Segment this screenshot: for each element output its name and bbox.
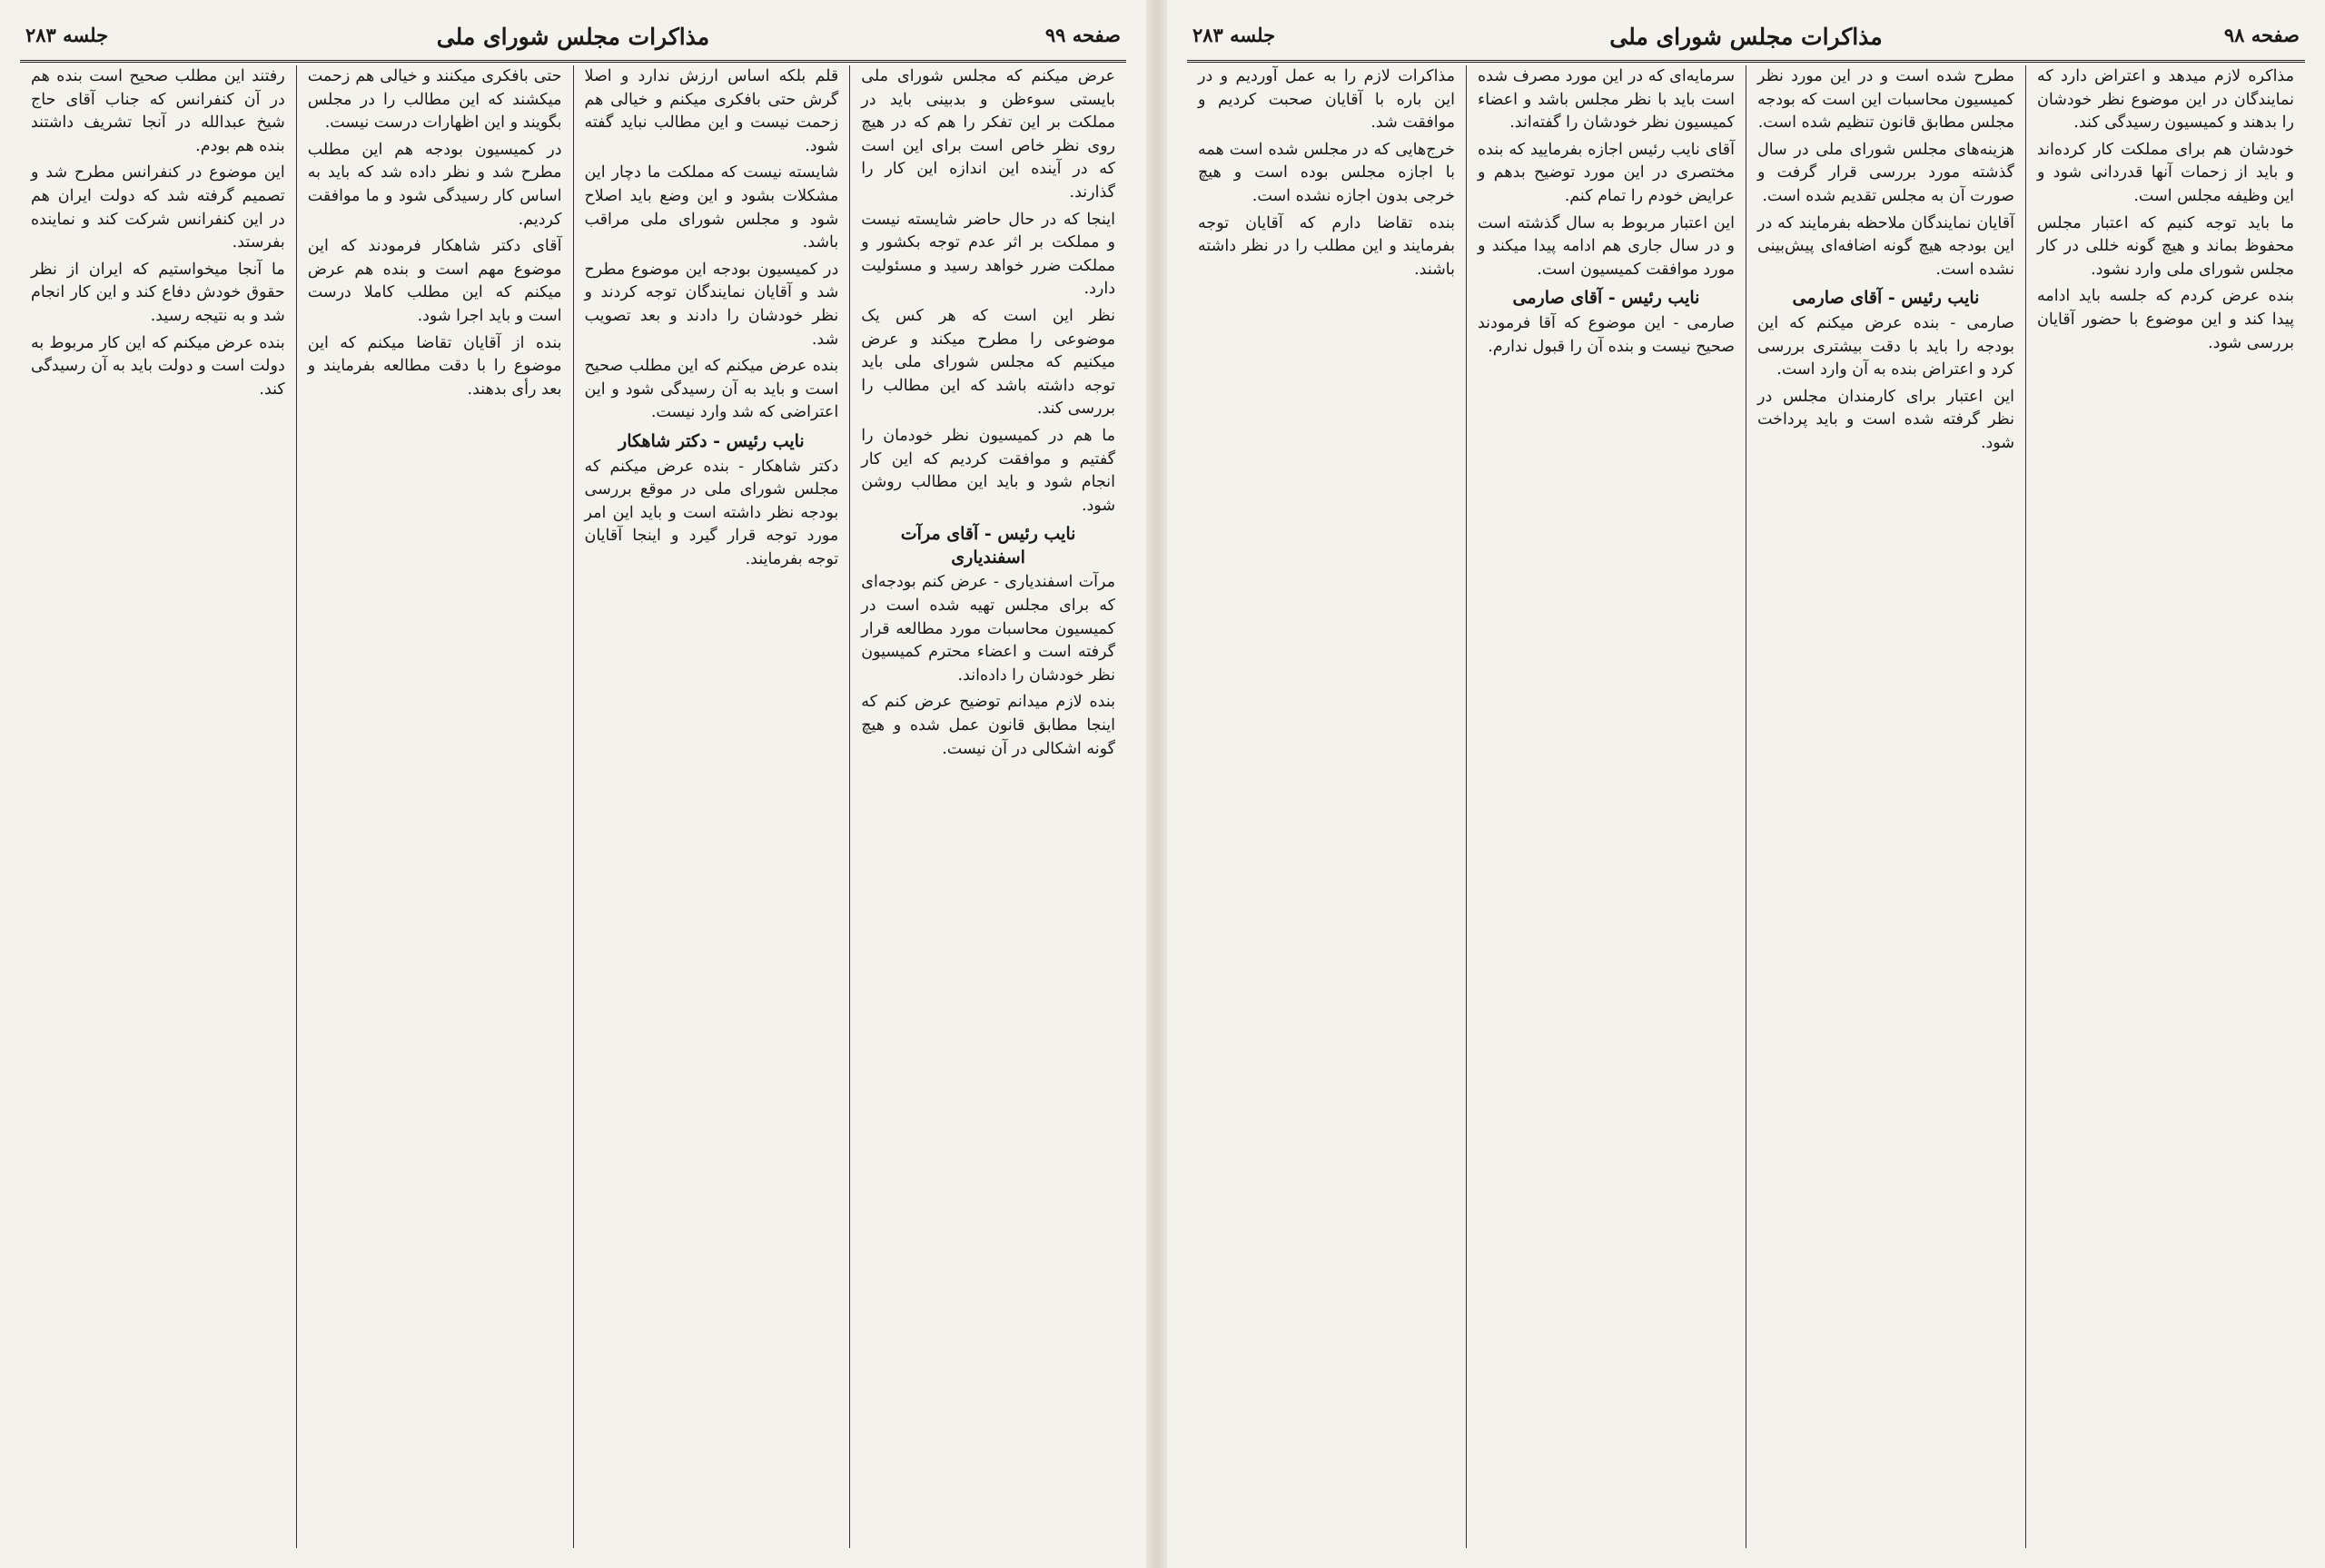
speaker-heading: نایب رئیس - آقای صارمی <box>1512 288 1700 309</box>
paragraph: ما آنجا میخواستیم که ایران از نظر حقوق خودش دفاع کند و این کار انجام شد و به نتیجه رسید. <box>31 260 285 325</box>
left-page-title: مذاکرات مجلس شورای ملی <box>436 24 710 50</box>
left-column-2 <box>573 65 850 1548</box>
paragraph: بنده عرض میکنم که این کار مربوط به دولت است و دولت باید به آن رسیدگی کند. <box>31 333 285 399</box>
paragraph: این اعتبار برای کارمندان مجلس در نظر گرفته شده است و باید پرداخت شود. <box>1757 387 2014 452</box>
paragraph: این موضوع در کنفرانس مطرح شد و تصمیم گرفته شد که دولت ایران هم در این کنفرانس شرکت کند و نماینده بفرستد. <box>31 163 285 252</box>
paragraph: حتی بافکری میکنند و خیالی هم زحمت میکشند که این مطالب را در مجلس بگویند و این اظهارات درست نیست. <box>307 67 562 133</box>
right-column-4 <box>1187 65 1466 1548</box>
paragraph: مرآت اسفندیاری - عرض کنم بودجه‌ای که برای مجلس تهیه شده است در کمیسیون محاسبات مورد مطالعه قرار گرفته است و اعضاء محترم کمیسیون نظر خودشان را داده‌اند. <box>861 573 1115 685</box>
paragraph: صارمی - این موضوع که آقا فرمودند صحیح نیست و بنده آن را قبول ندارم. <box>1478 313 1735 356</box>
paragraph: اینجا که در حال حاضر شایسته نیست و مملکت بر اثر عدم توجه بکشور و مملکت ضرر خواهد رسید و مسئولیت دارد. <box>861 210 1115 299</box>
right-column-1 <box>2025 65 2305 1548</box>
right-page-columns <box>1187 65 2305 1548</box>
paragraph: آقای دکتر شاهکار فرمودند که این موضوع مهم است و بنده هم عرض میکنم که این مطلب کاملا درست است و باید اجرا شود. <box>307 237 562 325</box>
paragraph: آقایان نمایندگان ملاحظه بفرمایند که در این بودجه هیچ گونه اضافه‌ای پیش‌بینی نشده است. <box>1757 213 2014 279</box>
right-column-3 <box>1466 65 1746 1548</box>
paragraph: ما هم در کمیسیون نظر خودمان را گفتیم و موافقت کردیم که این کار انجام شود و باید این مطالب روشن شود. <box>861 426 1115 515</box>
paragraph: بنده از آقایان تقاضا میکنم که این موضوع را با دقت مطالعه بفرمایند و بعد رأی بدهند. <box>307 333 562 399</box>
paragraph: شایسته نیست که مملکت ما دچار این مشکلات بشود و این وضع باید اصلاح شود و مجلس شورای ملی مراقب باشد. <box>584 163 839 252</box>
paragraph: این اعتبار مربوط به سال گذشته است و در سال جاری هم ادامه پیدا میکند و مورد موافقت کمیسیون است. <box>1478 213 1735 279</box>
left-page-header <box>20 16 1126 63</box>
paragraph: نظر این است که هر کس یک موضوعی را مطرح میکند و عرض میکنیم که مجلس شورای ملی باید توجه داشته باشد که این مطالب را بررسی کند. <box>861 306 1115 419</box>
right-page-number: صفحه ۹۸ <box>2223 24 2300 46</box>
speaker-heading: نایب رئیس - آقای صارمی <box>1792 288 1980 309</box>
paragraph: در کمیسیون بودجه این موضوع مطرح شد و آقایان نمایندگان توجه کردند و نظر خودشان را دادند و بعد تصویب شد. <box>584 260 839 349</box>
paragraph: بنده تقاضا دارم که آقایان توجه بفرمایند و این مطلب را در نظر داشته باشند. <box>1198 213 1455 279</box>
left-page-number: صفحه ۹۹ <box>1044 24 1121 46</box>
left-session-label: جلسه ۲۸۳ <box>25 24 109 46</box>
left-page <box>0 0 1146 1568</box>
paragraph: صارمی - بنده عرض میکنم که این بودجه را باید با دقت بیشتری بررسی کرد و اعتراض بنده به آن وارد است. <box>1757 313 2014 380</box>
left-column-3 <box>296 65 573 1548</box>
paragraph: بنده عرض میکنم که این مطلب صحیح است و باید به آن رسیدگی شود و این اعتراضی که شد وارد نیست. <box>584 357 839 422</box>
right-session-label: جلسه ۲۸۳ <box>1192 24 1276 46</box>
left-page-columns <box>20 65 1126 1548</box>
speaker-heading: نایب رئیس - دکتر شاهکار <box>618 430 805 451</box>
paragraph: دکتر شاهکار - بنده عرض میکنم که مجلس شورای ملی در موقع بررسی بودجه نظر داشته است و باید این امر مورد توجه قرار گیرد و اینجا آقایان توجه بفرمایند. <box>584 457 839 568</box>
paragraph: مذاکره لازم میدهد و اعتراض دارد که نمایندگان در این موضوع نظر خودشان را بدهند و کمیسیون رسیدگی کند. <box>2037 67 2294 133</box>
paragraph: آقای نایب رئیس اجازه بفرمایید که بنده مختصری در این مورد توضیح بدهم و عرایض خودم را تمام کنم. <box>1478 140 1735 205</box>
paragraph: عرض میکنم که مجلس شورای ملی بایستی سوءظن و بدبینی باید در مملکت بر این تفکر را هم که در هیچ روی نظر خاص است برای این است که در آینده این اندازه این کار را گذارند. <box>861 67 1115 202</box>
left-column-1 <box>849 65 1126 1548</box>
left-column-4 <box>20 65 296 1548</box>
paragraph: ما باید توجه کنیم که اعتبار مجلس محفوظ بماند و هیچ گونه خللی در کار مجلس شورای ملی وارد نشود. <box>2037 213 2294 279</box>
right-page-header <box>1187 16 2305 63</box>
paragraph: مذاکرات لازم را به عمل آوردیم و در این باره با آقایان صحبت کردیم و موافقت شد. <box>1198 67 1455 133</box>
paragraph: خرج‌هایی که در مجلس شده است همه با اجازه مجلس بوده است و هیچ خرجی بدون اجازه نشده است. <box>1198 140 1455 205</box>
right-column-2 <box>1746 65 2025 1548</box>
paragraph: بنده لازم میدانم توضیح عرض کنم که اینجا مطابق قانون عمل شده و هیچ گونه اشکالی در آن نیست. <box>861 693 1115 758</box>
paragraph: سرمایه‌ای که در این مورد مصرف شده است باید با نظر مجلس باشد و اعضاء کمیسیون نظر خودشان را گفته‌اند. <box>1478 67 1735 133</box>
paragraph: رفتند این مطلب صحیح است بنده هم در آن کنفرانس که جناب آقای حاج شیخ عبدالله در آنجا تشریف داشتند بنده هم بودم. <box>31 67 285 155</box>
paragraph: هزینه‌های مجلس شورای ملی در سال گذشته مورد بررسی قرار گرفت و صورت آن به مجلس تقدیم شده است. <box>1757 140 2014 205</box>
paragraph: مطرح شده است و در این مورد نظر کمیسیون محاسبات این است که بودجه مجلس مطابق قانون تنظیم شده است. <box>1757 67 2014 133</box>
paragraph: بنده عرض کردم که جلسه باید ادامه پیدا کند و این موضوع با حضور آقایان بررسی شود. <box>2037 287 2294 352</box>
paragraph: قلم بلکه اساس ارزش ندارد و اصلا گرش حتی بافکری میکنم و خیالی هم زحمت نیست و این مطالب نباید گفته شود. <box>584 67 839 155</box>
paragraph: خودشان هم برای مملکت کار کرده‌اند و باید از زحمات آنها قدردانی شود و این وظیفه مجلس است. <box>2037 140 2294 205</box>
right-page <box>1167 0 2325 1568</box>
speaker-heading: نایب رئیس - آقای مرآت اسفندیاری <box>900 524 1076 567</box>
page-gutter <box>1146 0 1167 1568</box>
right-page-title: مذاکرات مجلس شورای ملی <box>1609 24 1883 50</box>
paragraph: در کمیسیون بودجه هم این مطلب مطرح شد و نظر داده شد که باید به اساس کار رسیدگی شود و ما موافقت کردیم. <box>307 140 562 229</box>
